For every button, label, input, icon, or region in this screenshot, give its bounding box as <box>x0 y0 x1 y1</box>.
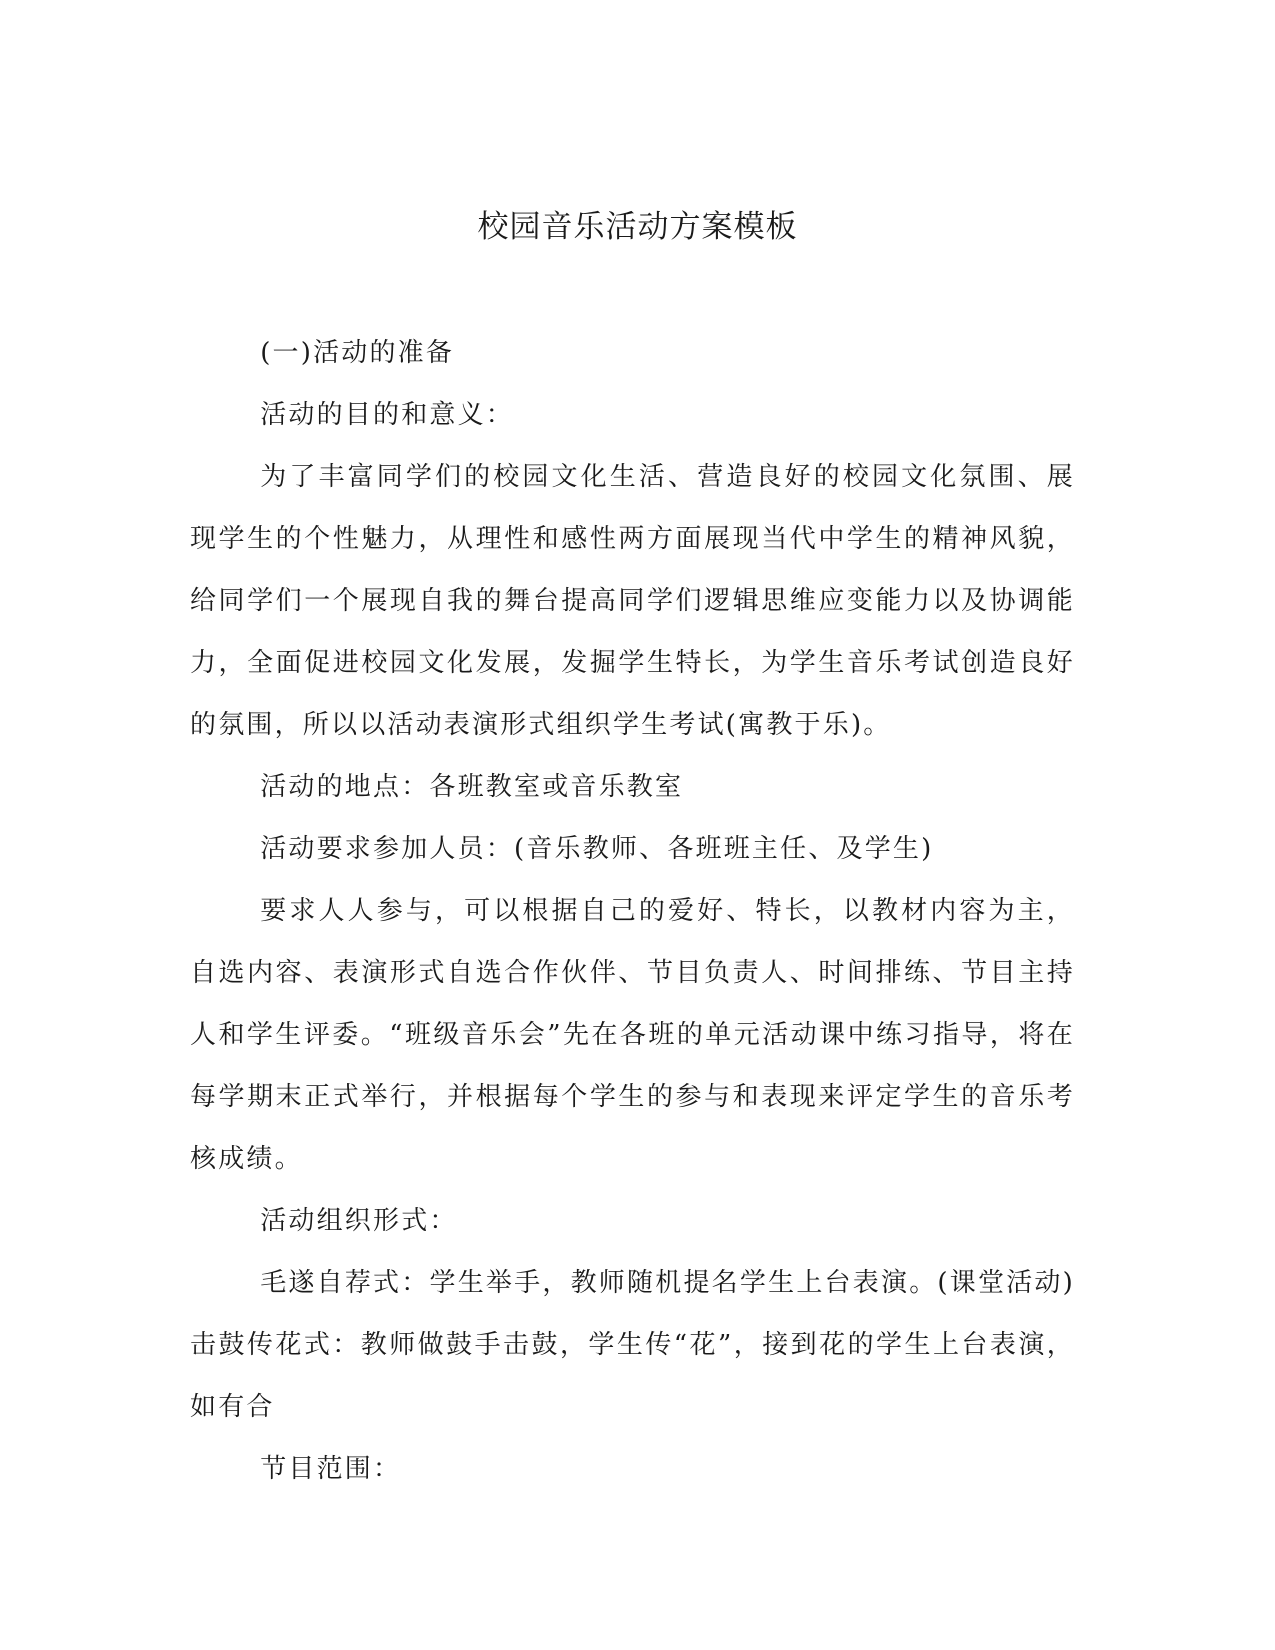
requirements-paragraph: 要求人人参与，可以根据自己的爱好、特长，以教材内容为主，自选内容、表演形式自选合作伙伴、节目负责人、时间排练、节目主持人和学生评委。“班级音乐会”先在各班的单元活动课中练习指导，将在每学期末正式举行，并根据每个学生的参与和表现来评定学生的音乐考核成绩。 <box>190 896 1075 1174</box>
program-scope-heading: 节目范围： <box>260 1454 402 1484</box>
document-body <box>190 322 1075 1500</box>
purpose-paragraph: 为了丰富同学们的校园文化生活、营造良好的校园文化氛围、展现学生的个性魅力，从理性和感性两方面展现当代中学生的精神风貌，给同学们一个展现自我的舞台提高同学们逻辑思维应变能力以及协调能力，全面促进校园文化发展，发掘学生特长，为学生音乐考试创造良好的氛围，所以以活动表演形式组织学生考试(寓教于乐)。 <box>190 462 1075 740</box>
purpose-heading: 活动的目的和意义： <box>260 400 514 430</box>
document-title: 校园音乐活动方案模板 <box>477 209 798 245</box>
location-paragraph: 活动的地点：各班教室或音乐教室 <box>260 772 684 802</box>
format-paragraph: 毛遂自荐式：学生举手，教师随机提名学生上台表演。(课堂活动)击鼓传花式：教师做鼓手击鼓，学生传“花”，接到花的学生上台表演，如有合 <box>190 1268 1075 1422</box>
participants-paragraph: 活动要求参加人员：(音乐教师、各班班主任、及学生) <box>260 834 934 864</box>
section-heading-preparation: (一)活动的准备 <box>260 338 455 368</box>
format-heading: 活动组织形式： <box>260 1206 458 1236</box>
